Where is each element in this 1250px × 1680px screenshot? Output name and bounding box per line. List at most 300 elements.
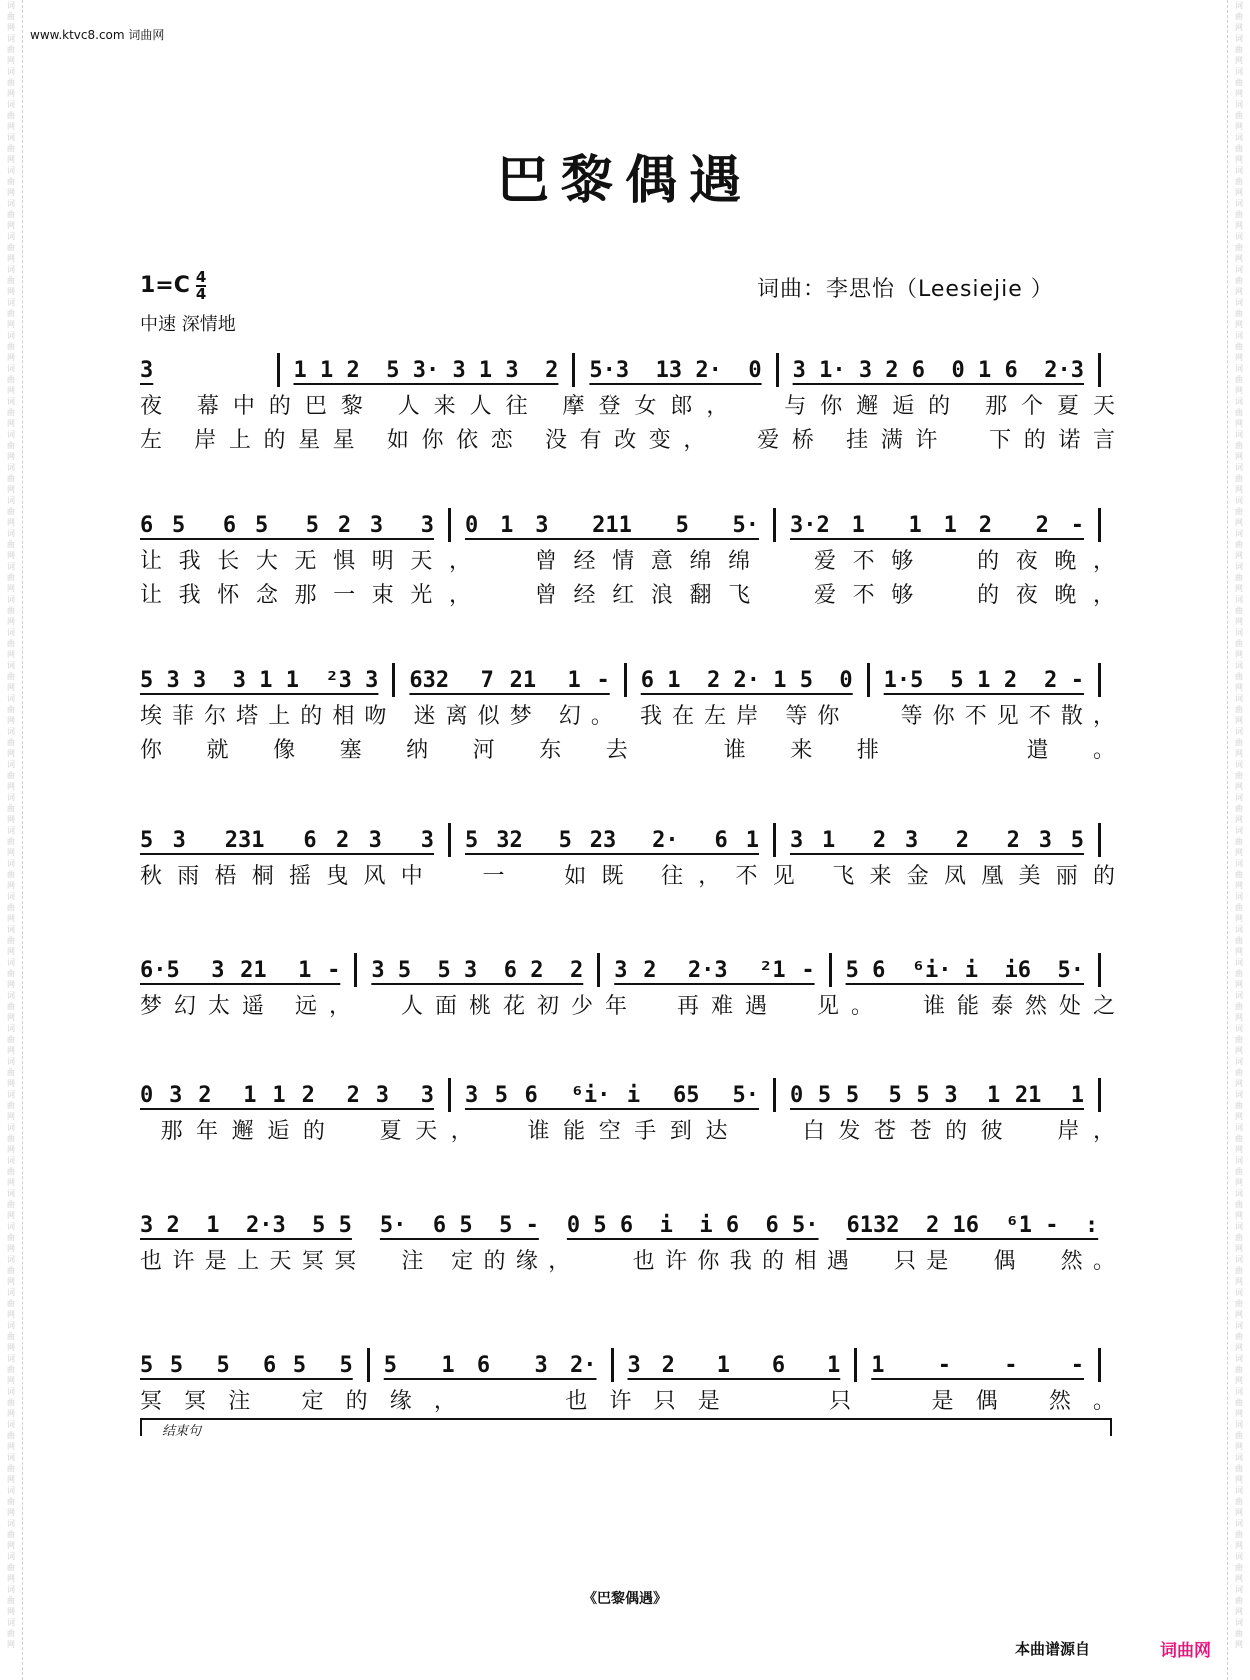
watermark-char: 曲 <box>7 738 15 747</box>
watermark-char: 网 <box>1235 485 1243 494</box>
bar-line <box>354 953 357 987</box>
watermark-char: 词 <box>1235 331 1243 340</box>
watermark-char: 词 <box>1235 1453 1243 1462</box>
watermark-char: 曲 <box>1235 1299 1243 1308</box>
watermark-char: 网 <box>7 1112 15 1121</box>
watermark-char: 网 <box>7 386 15 395</box>
watermark-char: 网 <box>1235 320 1243 329</box>
watermark-char: 网 <box>7 683 15 692</box>
watermark-char: 曲 <box>7 540 15 549</box>
lyric-line: 秋雨梧桐摇曳风中 一 如既 往，不见 飞来金凤凰美丽的 <box>140 864 1115 889</box>
watermark-char: 曲 <box>7 1398 15 1407</box>
watermark-char: 曲 <box>1235 606 1243 615</box>
watermark-char: 曲 <box>1235 1035 1243 1044</box>
watermark-char: 曲 <box>7 606 15 615</box>
watermark-char: 曲 <box>7 1035 15 1044</box>
watermark-char: 网 <box>1235 716 1243 725</box>
watermark-char: 曲 <box>1235 1431 1243 1440</box>
measure: 5· 6 5 5 - <box>379 1212 539 1238</box>
watermark-char: 词 <box>1235 892 1243 901</box>
watermark-char: 词 <box>1235 958 1243 967</box>
watermark-char: 网 <box>1235 419 1243 428</box>
watermark-char: 词 <box>1235 1519 1243 1528</box>
watermark-char: 词 <box>7 1486 15 1495</box>
watermark-char: 网 <box>1235 749 1243 758</box>
watermark-char: 词 <box>1235 265 1243 274</box>
lyric-line: 梦幻太遥 远， 人面桃花初少年 再难遇 见。 谁能泰然处之 <box>140 994 1115 1019</box>
watermark-char: 词 <box>1235 199 1243 208</box>
watermark-char: 网 <box>7 353 15 362</box>
bar-line <box>1098 823 1101 857</box>
bar-line <box>572 353 575 387</box>
watermark-char: 网 <box>1235 1178 1243 1187</box>
watermark-char: 曲 <box>7 969 15 978</box>
watermark-char: 词 <box>1235 562 1243 571</box>
watermark-char: 曲 <box>7 1266 15 1275</box>
watermark-char: 网 <box>1235 386 1243 395</box>
watermark-char: 词 <box>1235 1 1243 10</box>
watermark-char: 网 <box>7 1079 15 1088</box>
watermark-char: 网 <box>7 584 15 593</box>
watermark-char: 曲 <box>7 1431 15 1440</box>
watermark-char: 网 <box>7 320 15 329</box>
measure: 5 32 5 23 2· 6 1 <box>465 827 759 853</box>
watermark-char: 词 <box>1235 793 1243 802</box>
watermark-char: 网 <box>7 617 15 626</box>
watermark-char: 曲 <box>1235 1398 1243 1407</box>
measure: 5 3 231 6 2 3 3 <box>140 827 434 853</box>
watermark-char: 曲 <box>1235 177 1243 186</box>
watermark-char: 词 <box>1235 1354 1243 1363</box>
watermark-char: 曲 <box>1235 1464 1243 1473</box>
measure: 5·3 13 2· 0 <box>589 357 762 383</box>
watermark-char: 曲 <box>1235 573 1243 582</box>
score-system <box>140 1345 1115 1419</box>
watermark-char: 网 <box>7 122 15 131</box>
watermark-char: 曲 <box>1235 78 1243 87</box>
watermark-char: 网 <box>1235 188 1243 197</box>
watermark-char: 词 <box>1235 826 1243 835</box>
watermark-char: 曲 <box>7 705 15 714</box>
watermark-char: 词 <box>7 1519 15 1528</box>
watermark-char: 词 <box>1235 1222 1243 1231</box>
watermark-char: 词 <box>7 397 15 406</box>
watermark-char: 网 <box>1235 1211 1243 1220</box>
watermark-char: 网 <box>1235 221 1243 230</box>
watermark-char: 网 <box>1235 815 1243 824</box>
composer-credit: 词曲：李思怡（Leesiejie ） <box>757 277 1054 302</box>
footer-title: 《巴黎偶遇》 <box>583 1591 667 1607</box>
watermark-char: 词 <box>7 133 15 142</box>
watermark-char: 词 <box>1235 859 1243 868</box>
watermark-char: 曲 <box>7 243 15 252</box>
watermark-char: 词 <box>1235 232 1243 241</box>
watermark-char: 词 <box>7 1585 15 1594</box>
watermark-char: 词 <box>1235 463 1243 472</box>
notation-line <box>140 950 1115 990</box>
watermark-char: 曲 <box>7 177 15 186</box>
watermark-char: 词 <box>7 1420 15 1429</box>
bar-line <box>448 823 451 857</box>
watermark-char: 词 <box>7 1123 15 1132</box>
bar-line <box>1098 1348 1101 1382</box>
watermark-char: 词 <box>1235 1057 1243 1066</box>
watermark-char: 网 <box>1235 287 1243 296</box>
watermark-char: 词 <box>7 1387 15 1396</box>
watermark-char: 网 <box>1235 914 1243 923</box>
watermark-char: 曲 <box>1235 1068 1243 1077</box>
watermark-char: 曲 <box>7 1596 15 1605</box>
watermark-char: 词 <box>7 793 15 802</box>
left-watermark-strip <box>0 0 22 1680</box>
time-signature <box>196 270 206 301</box>
watermark-char: 网 <box>7 749 15 758</box>
watermark-char: 曲 <box>1235 1365 1243 1374</box>
watermark-char: 词 <box>7 661 15 670</box>
watermark-char: 网 <box>1235 1607 1243 1616</box>
measure: 5 6 ⁶i· i i6 5· <box>845 957 1084 983</box>
notation-line <box>140 1345 1115 1385</box>
watermark-char: 词 <box>1235 1123 1243 1132</box>
watermark-char: 词 <box>1235 430 1243 439</box>
watermark-char: 曲 <box>1235 12 1243 21</box>
watermark-char: 网 <box>7 287 15 296</box>
watermark-char: 曲 <box>7 1530 15 1539</box>
watermark-char: 曲 <box>1235 738 1243 747</box>
watermark-char: 词 <box>7 694 15 703</box>
watermark-char: 网 <box>1235 947 1243 956</box>
watermark-char: 网 <box>7 1376 15 1385</box>
watermark-char: 词 <box>7 628 15 637</box>
measure: 6 1 2 2· 1 5 0 <box>640 667 853 693</box>
watermark-char: 词 <box>1235 925 1243 934</box>
watermark-char: 曲 <box>7 1233 15 1242</box>
watermark-char: 词 <box>7 100 15 109</box>
watermark-char: 词 <box>7 727 15 736</box>
watermark-char: 曲 <box>7 507 15 516</box>
watermark-char: 曲 <box>1235 1563 1243 1572</box>
lyric-line: 让我怀念那一束光， 曾经红浪翻飞 爱不够 的夜晚， <box>140 583 1115 608</box>
measure: 3 5 5 3 6 2 2 <box>371 957 584 983</box>
watermark-char: 词 <box>1235 1156 1243 1165</box>
watermark-char: 曲 <box>1235 210 1243 219</box>
watermark-char: 词 <box>1235 1189 1243 1198</box>
watermark-char: 网 <box>7 188 15 197</box>
bar-line <box>367 1348 370 1382</box>
watermark-char: 词 <box>1235 661 1243 670</box>
watermark-char: 曲 <box>7 936 15 945</box>
watermark-char: 网 <box>1235 1343 1243 1352</box>
watermark-char: 曲 <box>1235 705 1243 714</box>
watermark-char: 曲 <box>7 804 15 813</box>
measure: 0 5 5 5 5 3 1 21 1 <box>790 1082 1084 1108</box>
watermark-char: 曲 <box>7 111 15 120</box>
watermark-char: 曲 <box>1235 1233 1243 1242</box>
watermark-char: 网 <box>1235 551 1243 560</box>
watermark-char: 曲 <box>7 375 15 384</box>
watermark-char: 网 <box>7 1046 15 1055</box>
watermark-char: 网 <box>7 650 15 659</box>
watermark-char: 词 <box>1235 100 1243 109</box>
watermark-char: 曲 <box>1235 936 1243 945</box>
watermark-char: 曲 <box>1235 309 1243 318</box>
watermark-char: 词 <box>7 859 15 868</box>
watermark-char: 曲 <box>1235 342 1243 351</box>
watermark-char: 网 <box>7 1244 15 1253</box>
lyric-line: 冥冥注 定的缘， 也许只是 只 是偶 然。 <box>140 1389 1115 1414</box>
watermark-char: 网 <box>7 419 15 428</box>
watermark-char: 词 <box>7 1156 15 1165</box>
lyric-line: 让我长大无惧明天， 曾经情意绵绵 爱不够 的夜晚， <box>140 549 1115 574</box>
watermark-char: 曲 <box>7 672 15 681</box>
bar-line <box>773 508 776 542</box>
watermark-char: 词 <box>1235 496 1243 505</box>
watermark-char: 网 <box>7 221 15 230</box>
watermark-char: 词 <box>7 265 15 274</box>
measure: 0 3 2 1 1 2 2 3 3 <box>140 1082 434 1108</box>
watermark-char: 网 <box>1235 56 1243 65</box>
watermark-char: 曲 <box>7 1167 15 1176</box>
watermark-char: 曲 <box>1235 1497 1243 1506</box>
watermark-char: 网 <box>1235 1376 1243 1385</box>
watermark-char: 曲 <box>1235 804 1243 813</box>
watermark-char: 网 <box>1235 254 1243 263</box>
watermark-char: 网 <box>7 881 15 890</box>
measure: 1·5 5 1 2 2 - <box>883 667 1084 693</box>
watermark-char: 网 <box>1235 1409 1243 1418</box>
bar-line <box>1098 353 1101 387</box>
watermark-char: 曲 <box>1235 1134 1243 1143</box>
notation-line <box>140 350 1115 390</box>
watermark-char: 网 <box>1235 1112 1243 1121</box>
watermark-char: 网 <box>7 1013 15 1022</box>
watermark-char: 词 <box>1235 1552 1243 1561</box>
watermark-char: 曲 <box>1235 903 1243 912</box>
watermark-char: 词 <box>7 1552 15 1561</box>
watermark-char: 网 <box>1235 353 1243 362</box>
watermark-char: 词 <box>7 1321 15 1330</box>
watermark-char: 词 <box>1235 991 1243 1000</box>
watermark-char: 网 <box>1235 122 1243 131</box>
measure: 1 - - - <box>871 1352 1084 1378</box>
watermark-char: 曲 <box>7 1563 15 1572</box>
watermark-char: 网 <box>7 1145 15 1154</box>
watermark-char: 词 <box>7 1255 15 1264</box>
watermark-char: 网 <box>7 254 15 263</box>
lyric-line: 埃菲尔塔上的相吻 迷离似梦 幻。 我在左岸 等你 等你不见不散， <box>140 704 1115 729</box>
coda-bracket <box>140 1418 1112 1420</box>
watermark-char: 网 <box>1235 155 1243 164</box>
watermark-char: 曲 <box>7 12 15 21</box>
watermark-char: 词 <box>1235 628 1243 637</box>
score-system <box>140 1205 1115 1279</box>
watermark-char: 词 <box>7 1090 15 1099</box>
measure: 3 5 6 ⁶i· i 65 5· <box>465 1082 759 1108</box>
watermark-char: 曲 <box>1235 837 1243 846</box>
watermark-char: 词 <box>1235 1024 1243 1033</box>
bar-line <box>854 1348 857 1382</box>
watermark-char: 词 <box>7 991 15 1000</box>
watermark-char: 网 <box>7 1211 15 1220</box>
watermark-char: 网 <box>1235 881 1243 890</box>
watermark-char: 网 <box>1235 23 1243 32</box>
watermark-char: 词 <box>7 1024 15 1033</box>
watermark-char: 词 <box>7 166 15 175</box>
watermark-char: 网 <box>7 1310 15 1319</box>
notation-line <box>140 660 1115 700</box>
watermark-char: 词 <box>1235 34 1243 43</box>
watermark-char: 曲 <box>7 870 15 879</box>
watermark-char: 曲 <box>7 1200 15 1209</box>
time-numerator: 4 <box>195 268 207 286</box>
watermark-char: 曲 <box>7 1629 15 1638</box>
watermark-char: 网 <box>7 1508 15 1517</box>
watermark-char: 词 <box>1235 727 1243 736</box>
measure: 6 5 6 5 5 2 3 3 <box>140 512 434 538</box>
watermark-char: 词 <box>7 1288 15 1297</box>
right-watermark-strip <box>1228 0 1250 1680</box>
watermark-char: 词 <box>1235 1255 1243 1264</box>
watermark-char: 网 <box>1235 1013 1243 1022</box>
watermark-char: 词 <box>7 562 15 571</box>
watermark-char: 曲 <box>1235 1002 1243 1011</box>
watermark-char: 词 <box>1235 1387 1243 1396</box>
watermark-char: 词 <box>7 1222 15 1231</box>
notation-line <box>140 1205 1115 1245</box>
key-signature <box>140 270 206 301</box>
bar-line <box>773 1078 776 1112</box>
watermark-char: 网 <box>7 518 15 527</box>
watermark-char: 曲 <box>1235 474 1243 483</box>
watermark-char: 网 <box>7 551 15 560</box>
footer-source: 本曲谱源自 <box>1015 1640 1091 1658</box>
watermark-char: 曲 <box>1235 1629 1243 1638</box>
watermark-char: 曲 <box>1235 1332 1243 1341</box>
watermark-char: 网 <box>1235 617 1243 626</box>
watermark-char: 曲 <box>1235 441 1243 450</box>
notation-line <box>140 1075 1115 1115</box>
watermark-char: 词 <box>7 892 15 901</box>
bar-line <box>448 508 451 542</box>
watermark-char: 词 <box>1235 1618 1243 1627</box>
notation-line <box>140 820 1115 860</box>
watermark-char: 曲 <box>7 903 15 912</box>
watermark-char: 曲 <box>7 1332 15 1341</box>
bar-line <box>1098 1078 1101 1112</box>
watermark-char: 曲 <box>7 1002 15 1011</box>
watermark-char: 网 <box>1235 650 1243 659</box>
watermark-char: 网 <box>7 452 15 461</box>
watermark-char: 网 <box>7 1442 15 1451</box>
bar-line <box>829 953 832 987</box>
watermark-char: 词 <box>7 1 15 10</box>
bar-line <box>1098 953 1101 987</box>
watermark-char: 词 <box>1235 133 1243 142</box>
watermark-char: 网 <box>7 1607 15 1616</box>
watermark-char: 词 <box>1235 529 1243 538</box>
watermark-char: 词 <box>1235 397 1243 406</box>
watermark-char: 曲 <box>7 474 15 483</box>
song-title: 巴黎偶遇 <box>496 150 753 211</box>
watermark-char: 词 <box>7 529 15 538</box>
watermark-char: 网 <box>1235 1145 1243 1154</box>
watermark-char: 词 <box>7 826 15 835</box>
watermark-char: 网 <box>7 485 15 494</box>
footer-logo[interactable]: 词曲网 <box>1160 1641 1211 1661</box>
watermark-char: 词 <box>7 199 15 208</box>
watermark-char: 网 <box>1235 1310 1243 1319</box>
watermark-char: 词 <box>1235 1288 1243 1297</box>
watermark-char: 曲 <box>1235 639 1243 648</box>
measure: 6·5 3 21 1 - <box>140 957 341 983</box>
watermark-char: 曲 <box>1235 1530 1243 1539</box>
watermark-char: 词 <box>7 364 15 373</box>
watermark-char: 曲 <box>1235 1266 1243 1275</box>
watermark-char: 词 <box>1235 1321 1243 1330</box>
watermark-char: 网 <box>1235 1508 1243 1517</box>
watermark-char: 网 <box>1235 1640 1243 1649</box>
watermark-char: 词 <box>7 925 15 934</box>
measure: 3 1· 3 2 6 0 1 6 2·3 <box>792 357 1084 383</box>
watermark-char: 曲 <box>7 144 15 153</box>
watermark-char: 网 <box>1235 518 1243 527</box>
watermark-char: 词 <box>7 1618 15 1627</box>
watermark-char: 曲 <box>7 1299 15 1308</box>
watermark-char: 网 <box>7 155 15 164</box>
measure: 0 1 3 211 5 5· <box>465 512 759 538</box>
measure: 0 5 6 i i 6 6 5· <box>566 1212 819 1238</box>
watermark-char: 曲 <box>1235 276 1243 285</box>
lyric-line: 你就像塞纳河东去 谁来排 遣。 <box>140 738 1115 763</box>
site-url[interactable]: www.ktvc8.com <box>30 28 125 42</box>
watermark-char: 网 <box>7 89 15 98</box>
watermark-char: 网 <box>1235 1244 1243 1253</box>
measure: 3 <box>140 357 154 383</box>
score-system <box>140 505 1115 613</box>
watermark-char: 曲 <box>7 210 15 219</box>
bar-line <box>773 823 776 857</box>
watermark-char: 网 <box>7 815 15 824</box>
time-denominator: 4 <box>195 285 207 303</box>
bar-line <box>776 353 779 387</box>
watermark-char: 网 <box>1235 1442 1243 1451</box>
watermark-char: 词 <box>1235 694 1243 703</box>
watermark-char: 词 <box>7 463 15 472</box>
watermark-char: 词 <box>1235 1486 1243 1495</box>
watermark-char: 曲 <box>7 45 15 54</box>
watermark-char: 网 <box>7 23 15 32</box>
watermark-char: 曲 <box>7 639 15 648</box>
watermark-char: 曲 <box>1235 1596 1243 1605</box>
watermark-char: 词 <box>7 595 15 604</box>
measure: 632 7 21 1 - <box>409 667 610 693</box>
measure: 3 2 1 2·3 5 5 <box>140 1212 352 1238</box>
measure: 3·2 1 1 1 2 2 - <box>790 512 1084 538</box>
score-system <box>140 1075 1115 1149</box>
measure: 5 3 3 3 1 1 ²3 3 <box>140 667 379 693</box>
watermark-char: 词 <box>7 298 15 307</box>
watermark-char: 曲 <box>1235 1101 1243 1110</box>
watermark-char: 词 <box>1235 1090 1243 1099</box>
watermark-char: 词 <box>7 232 15 241</box>
left-margin-rule <box>22 0 23 1680</box>
bar-line <box>392 663 395 697</box>
watermark-char: 曲 <box>7 1101 15 1110</box>
watermark-char: 词 <box>1235 364 1243 373</box>
bar-line <box>611 1348 614 1382</box>
watermark-char: 词 <box>7 760 15 769</box>
watermark-char: 曲 <box>1235 243 1243 252</box>
